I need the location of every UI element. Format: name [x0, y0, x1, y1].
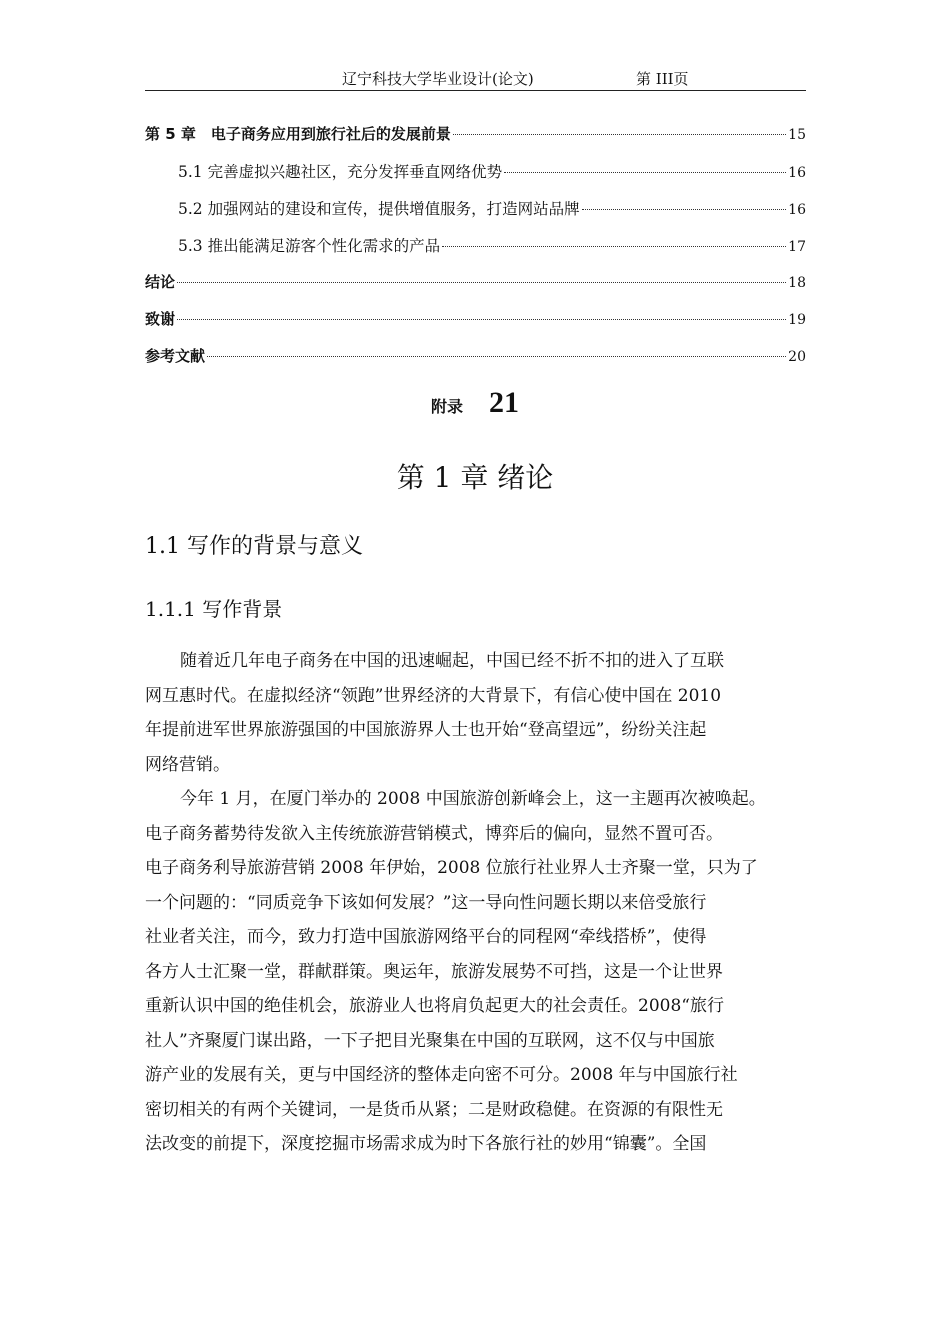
toc-entry-label: 5.3 推出能满足游客个性化需求的产品: [178, 237, 441, 255]
text-line: 重新认识中国的绝佳机会，旅游业人也将肩负起更大的社会责任。2008“旅行: [145, 996, 724, 1016]
section-title: 1.1 写作的背景与意义: [145, 534, 363, 559]
appendix-label: 附录: [430, 397, 463, 416]
text-line: 密切相关的有两个关键词，一是货币从紧；二是财政稳健。在资源的有限性无: [145, 1099, 723, 1120]
toc-entry[interactable]: [145, 308, 806, 345]
text-line: 法改变的前提下，深度挖掘市场需求成为时下各旅行社的妙用“锦囊”。全国: [145, 1134, 707, 1154]
toc-entry-page: 20: [788, 349, 806, 365]
toc-entry-label: 5.1 完善虚拟兴趣社区，充分发挥垂直网络优势: [178, 163, 503, 181]
appendix-heading: [0, 386, 950, 420]
text-line: 年提前进军世界旅游强国的中国旅游界人士也开始“登高望远”，纷纷关注起: [145, 720, 707, 740]
text-line: 一个问题的：“同质竞争下该如何发展？”这一导向性问题长期以来倍受旅行: [145, 892, 707, 913]
toc-entry[interactable]: [145, 123, 806, 160]
toc-entry-page: 19: [788, 312, 806, 328]
chapter-title: 第 1 章 绪论: [396, 461, 554, 494]
text-line: 社人”齐聚厦门谋出路，一下子把目光聚集在中国的互联网，这不仅与中国旅: [145, 1030, 715, 1051]
toc-leader-dots: [177, 319, 786, 320]
toc-entry-page: 17: [788, 239, 806, 255]
subsection-title: 1.1.1 写作背景: [145, 597, 283, 621]
toc-entry-page: 15: [788, 127, 806, 143]
toc-leader-dots: [582, 209, 787, 210]
toc-leader-dots: [177, 282, 786, 283]
toc-entry-label: 第 5 章 电子商务应用到旅行社后的发展前景: [145, 125, 451, 143]
toc-leader-dots: [207, 356, 786, 357]
text-line: 网互惠时代。在虚拟经济“领跑”世界经济的大背景下，有信心使中国在 2010: [145, 685, 722, 706]
toc-entry-label: 致谢: [145, 310, 176, 328]
toc-entry[interactable]: [145, 234, 806, 271]
header-page-number: 第 III页: [636, 70, 689, 88]
toc-leader-dots: [453, 134, 786, 135]
toc-leader-dots: [504, 172, 786, 173]
toc-entry[interactable]: [145, 160, 806, 197]
paragraph: [145, 644, 810, 782]
toc-entry-page: 16: [788, 165, 806, 181]
toc-entry-label: 结论: [145, 273, 176, 291]
text-line: 各方人士汇聚一堂，群献群策。奥运年，旅游发展势不可挡，这是一个让世界: [145, 961, 723, 982]
header-title: 辽宁科技大学毕业设计(论文): [342, 70, 534, 88]
text-line: 社业者关注，而今，致力打造中国旅游网络平台的同程网“牵线搭桥”，使得: [145, 927, 707, 947]
page-header: [145, 66, 806, 91]
toc-leader-dots: [442, 246, 786, 247]
table-of-contents: [145, 123, 806, 382]
text-line: 电子商务蓄势待发欲入主传统旅游营销模式，博弈后的偏向，显然不置可否。: [145, 823, 723, 844]
text-line: 网络营销。: [145, 754, 230, 775]
appendix-page: 21: [489, 386, 519, 419]
text-line: 随着近几年电子商务在中国的迅速崛起，中国已经不折不扣的进入了互联: [180, 651, 724, 671]
paragraph: [145, 782, 810, 1162]
toc-entry[interactable]: [145, 197, 806, 234]
toc-entry-label: 5.2 加强网站的建设和宣传，提供增值服务，打造网站品牌: [178, 200, 580, 218]
toc-entry[interactable]: [145, 345, 806, 382]
toc-entry-page: 18: [788, 275, 806, 291]
text-line: 今年 1 月，在厦门举办的 2008 中国旅游创新峰会上，这一主题再次被唤起。: [180, 789, 766, 809]
toc-entry-page: 16: [788, 202, 806, 218]
body-text: [145, 644, 810, 1162]
text-line: 电子商务利导旅游营销 2008 年伊始，2008 位旅行社业界人士齐聚一堂，只为了: [145, 858, 758, 878]
text-line: 游产业的发展有关，更与中国经济的整体走向密不可分。2008 年与中国旅行社: [145, 1065, 738, 1085]
toc-entry-label: 参考文献: [145, 347, 206, 365]
toc-entry[interactable]: [145, 271, 806, 308]
